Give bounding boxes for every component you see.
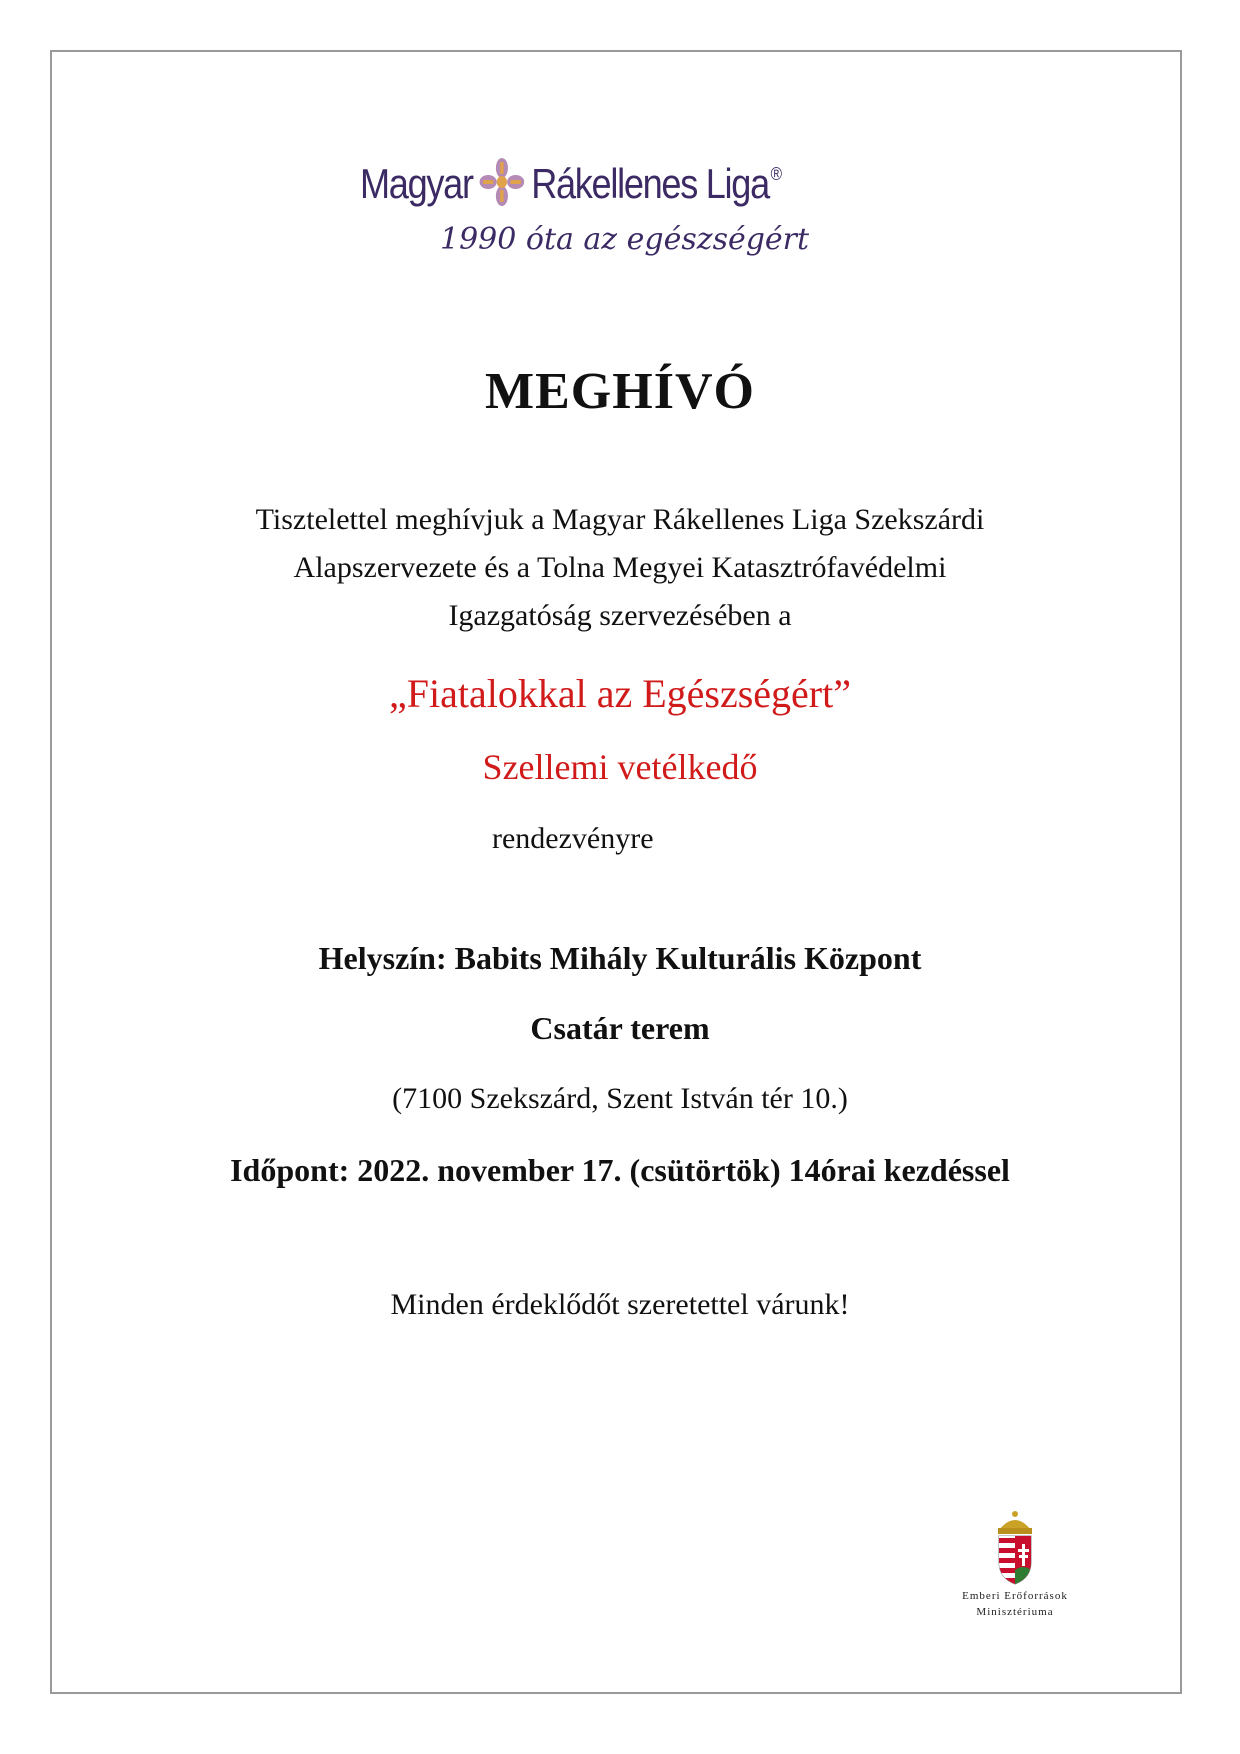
intro-line: Igazgatóság szervezésében a (448, 599, 792, 632)
intro-paragraph (150, 496, 1090, 640)
event-location: Helyszín: Babits Mihály Kulturális Központ (318, 940, 922, 976)
event-suffix: rendezvényre (492, 822, 654, 855)
event-time: Időpont: 2022. november 17. (csütörtök) 14órai kezdéssel (230, 1152, 1010, 1188)
logo-name (360, 158, 781, 218)
liga-logo (360, 158, 860, 268)
ministry-line: Minisztériuma (976, 1606, 1054, 1618)
page-border (50, 50, 1182, 1694)
registered-mark: ® (770, 164, 781, 184)
ministry-name (930, 1588, 1100, 1620)
hungarian-coat-of-arms-icon (993, 1508, 1037, 1586)
closing-text: Minden érdeklődőt szeretettel várunk! (390, 1288, 850, 1321)
event-subtitle: Szellemi vetélkedő (482, 747, 758, 787)
event-room: Csatár terem (530, 1010, 710, 1046)
ornamental-flower-icon (480, 158, 525, 206)
event-address: (7100 Szekszárd, Szent István tér 10.) (392, 1082, 848, 1115)
event-name: „Fiatalokkal az Egészségért” (389, 671, 851, 716)
page-title: MEGHÍVÓ (485, 363, 755, 420)
logo-name-right: Rákellenes Liga (531, 160, 769, 207)
logo-tagline: 1990 óta az egészségért (440, 222, 810, 257)
ministry-line: Emberi Erőforrások (962, 1590, 1068, 1602)
logo-name-left: Magyar (360, 160, 473, 207)
intro-line: Alapszervezete és a Tolna Megyei Katasztrófavédelmi (293, 551, 947, 584)
intro-line: Tisztelettel meghívjuk a Magyar Rákellenes Liga Szekszárdi (255, 503, 985, 536)
